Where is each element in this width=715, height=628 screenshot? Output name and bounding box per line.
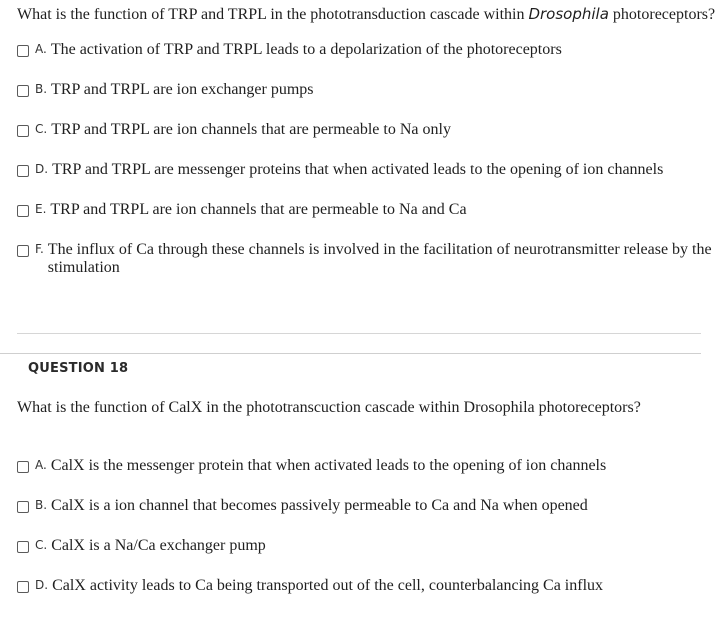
q17-option-e-checkbox[interactable] [17,205,29,217]
q17-option-f-text: The influx of Ca through these channels is involved in the facilitation of neurotransmitter release by the [47,241,712,258]
q18-option-b-checkbox[interactable] [17,501,29,513]
q18-option-d-checkbox[interactable] [17,581,29,593]
q17-option-d-checkbox[interactable] [17,165,29,177]
q17-option-f-text-line2: stimulation [47,259,120,276]
q17-option-b-text: TRP and TRPL are ion exchanger pumps [51,81,314,98]
q17-option-b[interactable] [17,81,314,99]
q18-option-a[interactable] [17,457,606,475]
q17-option-c-letter: C. [35,122,48,136]
q17-option-e[interactable] [17,201,467,219]
q17-option-b-checkbox[interactable] [17,85,29,97]
q17-option-e-text: TRP and TRPL are ion channels that are permeable to Na and Ca [50,201,467,218]
q18-option-d-text: CalX activity leads to Ca being transported out of the cell, counterbalancing Ca influx [52,577,604,594]
q18-option-c-text: CalX is a Na/Ca exchanger pump [51,537,266,554]
q18-option-d[interactable] [17,577,603,595]
q17-option-d-letter: D. [35,162,49,176]
q17-option-c-checkbox[interactable] [17,125,29,137]
question-18-header: QUESTION 18 [28,361,129,376]
question-18-text: What is the function of CalX in the phototranscuction cascade within Drosophila photoreceptors? [17,399,641,416]
q17-option-b-letter: B. [35,82,48,96]
question-divider [17,333,701,334]
q17-option-e-letter: E. [35,202,47,216]
section-divider [0,353,701,354]
q18-option-c-checkbox[interactable] [17,541,29,553]
q17-option-a-checkbox[interactable] [17,45,29,57]
q18-option-c[interactable] [17,537,266,555]
question-17-text [17,4,715,25]
q18-option-a-text: CalX is the messenger protein that when activated leads to the opening of ion channels [50,457,607,474]
q17-option-a-letter: A. [35,42,47,56]
q18-option-c-letter: C. [35,538,48,552]
question-17-text-before: What is the function of TRP and TRPL in the phototransduction cascade within [17,6,529,23]
q17-option-f-text-wrap [48,241,712,277]
q17-option-d-text: TRP and TRPL are messenger proteins that when activated leads to the opening of ion channels [52,161,664,178]
q18-option-b[interactable] [17,497,588,515]
q17-option-a-text: The activation of TRP and TRPL leads to a depolarization of the photoreceptors [50,41,562,58]
q18-option-b-letter: B. [35,498,48,512]
q17-option-d[interactable] [17,161,663,179]
q18-option-d-letter: D. [35,578,49,592]
q17-option-c[interactable] [17,121,451,139]
q17-option-c-text: TRP and TRPL are ion channels that are permeable to Na only [51,121,451,138]
q18-option-a-checkbox[interactable] [17,461,29,473]
q17-option-f-checkbox[interactable] [17,245,29,257]
q17-option-f[interactable] [17,241,712,277]
q18-option-a-letter: A. [35,458,47,472]
q18-option-b-text: CalX is a ion channel that becomes passively permeable to Ca and Na when opened [51,497,588,514]
question-17-text-after: photoreceptors? [608,6,715,23]
q17-option-a[interactable] [17,41,562,59]
question-17-text-italic: Drosophila [528,5,609,23]
q17-option-f-letter: F. [35,242,44,256]
